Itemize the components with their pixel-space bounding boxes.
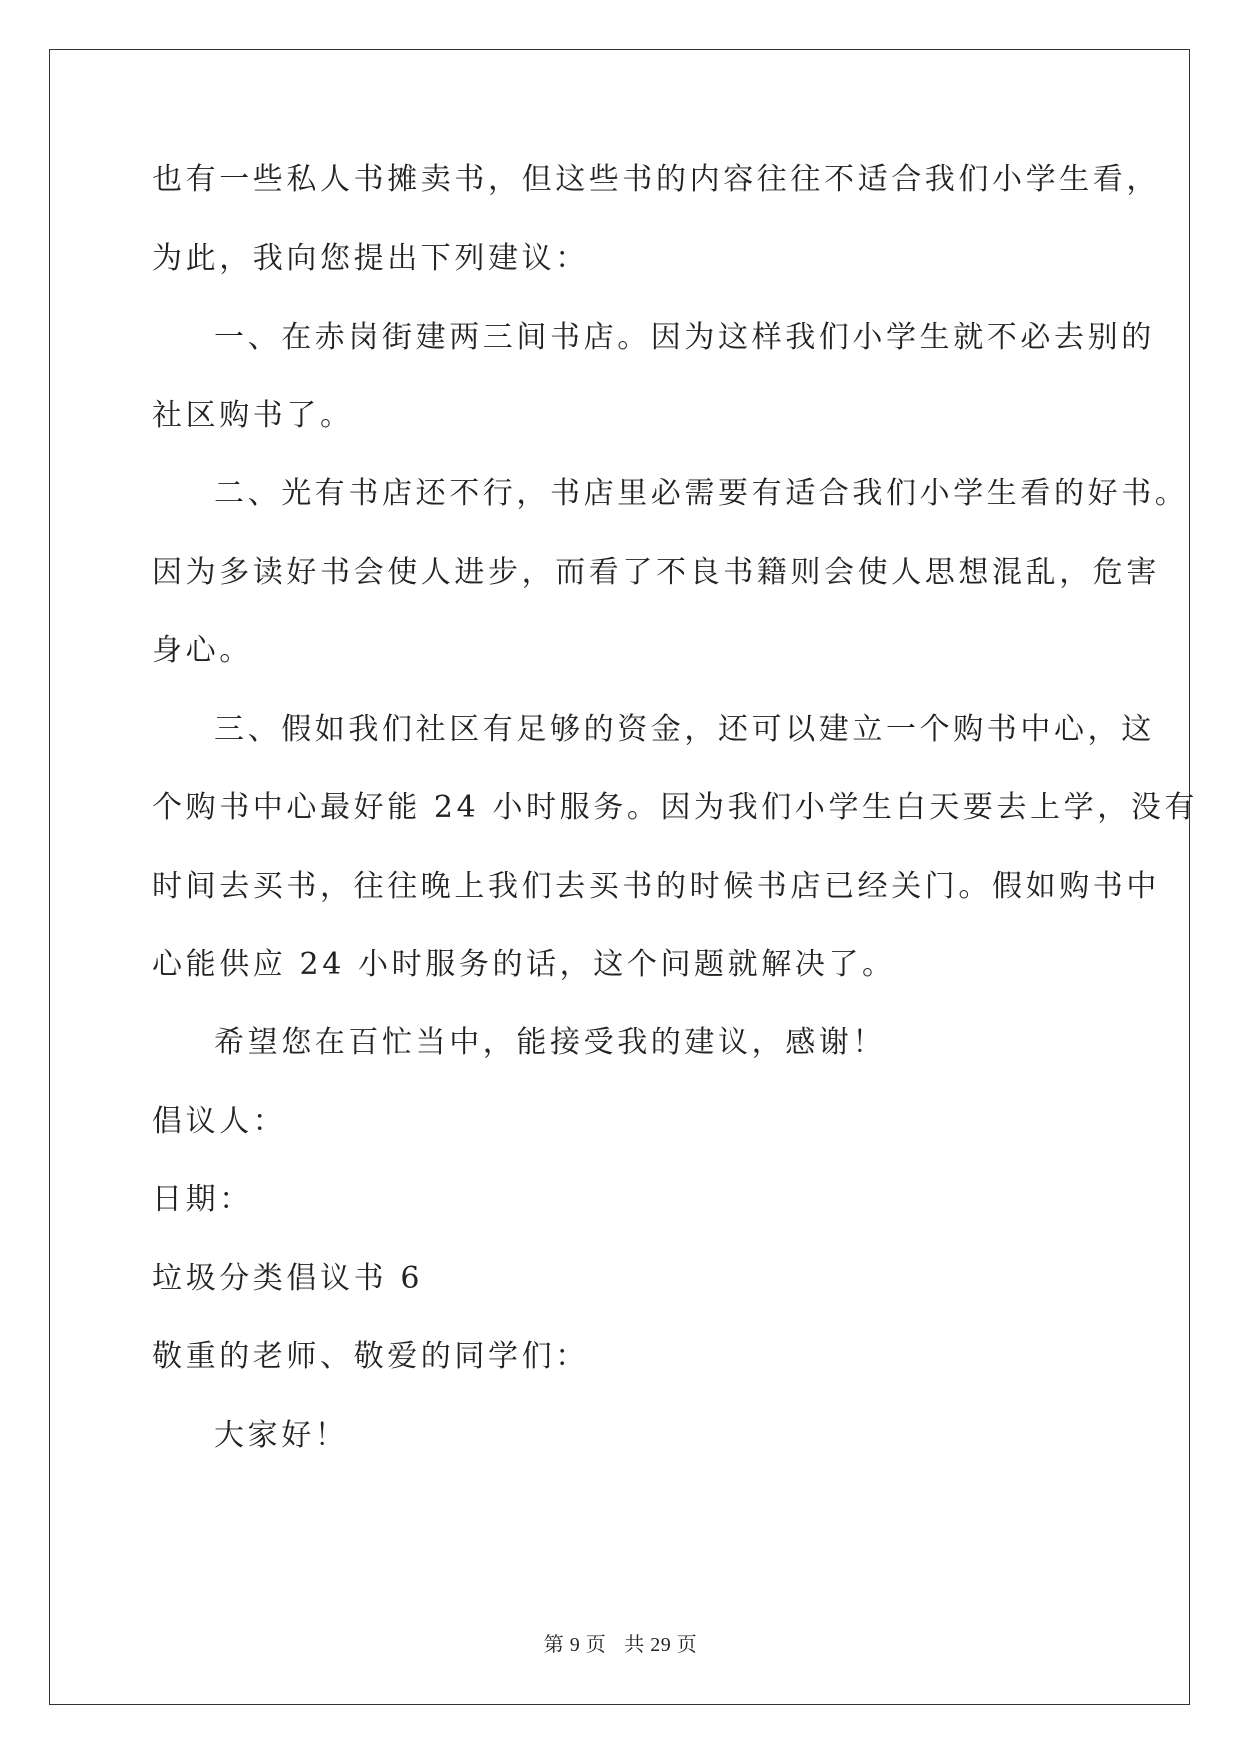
- text-line: 日期：: [152, 1182, 253, 1217]
- page-footer: [0, 1628, 1241, 1657]
- text-line: 时间去买书，往往晚上我们去买书的时候书店已经关门。假如购书中: [152, 869, 1160, 904]
- text-line: 大家好！: [214, 1418, 349, 1453]
- text-line: 心能供应 24 小时服务的话，这个问题就解决了。: [152, 947, 896, 982]
- text-line: 希望您在百忙当中，能接受我的建议，感谢！: [214, 1025, 886, 1060]
- section-heading: 垃圾分类倡议书 6: [152, 1261, 424, 1296]
- text-line: 倡议人：: [152, 1104, 287, 1139]
- text-line: 为此，我向您提出下列建议：: [152, 241, 589, 276]
- text-line: 一、在赤岗街建两三间书店。因为这样我们小学生就不必去别的: [214, 320, 1155, 355]
- text-line: 社区购书了。: [152, 398, 354, 433]
- text-line: 敬重的老师、敬爱的同学们：: [152, 1339, 589, 1374]
- text-line: 二、光有书店还不行，书店里必需要有适合我们小学生看的好书。: [214, 476, 1189, 511]
- text-line: 也有一些私人书摊卖书，但这些书的内容往往不适合我们小学生看，: [152, 162, 1160, 197]
- text-line: 因为多读好书会使人进步，而看了不良书籍则会使人思想混乱，危害: [152, 555, 1160, 590]
- text-line: 个购书中心最好能 24 小时服务。因为我们小学生白天要去上学，没有: [152, 790, 1199, 825]
- text-line: 三、假如我们社区有足够的资金，还可以建立一个购书中心，这: [214, 712, 1155, 747]
- page-total: 共 29 页: [624, 1634, 698, 1656]
- page-number: 第 9 页: [543, 1634, 607, 1656]
- text-line: 身心。: [152, 633, 253, 668]
